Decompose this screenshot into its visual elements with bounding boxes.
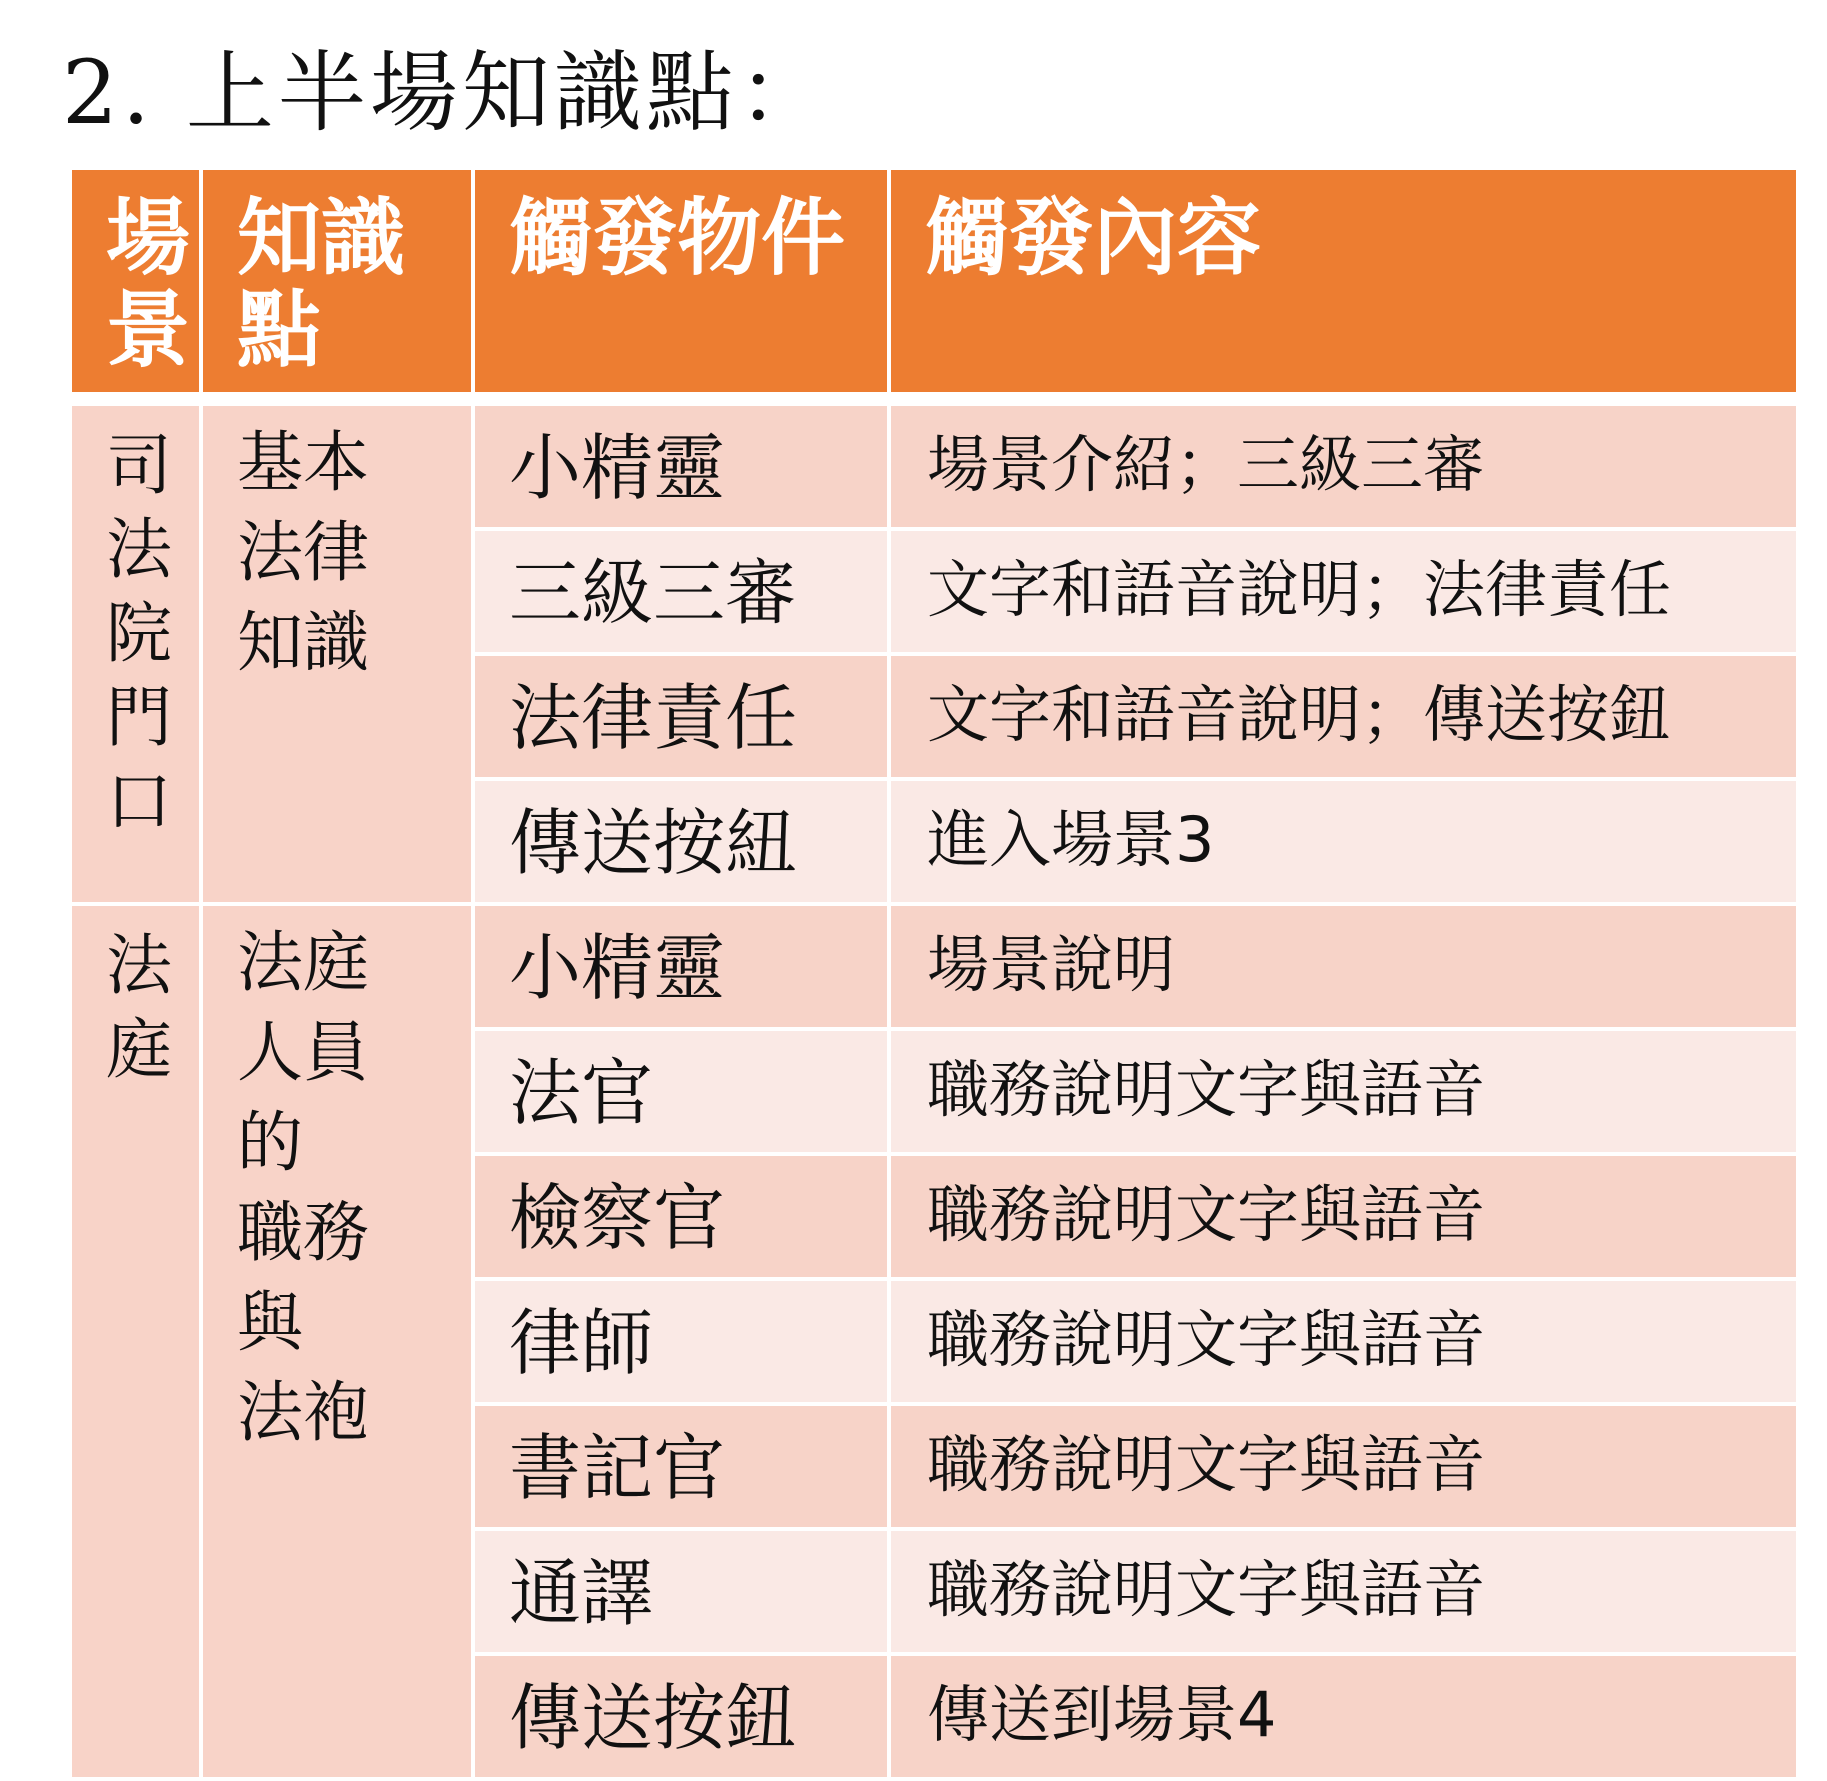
header-scene-line: 景 — [106, 281, 191, 379]
knowledge-cell: 法庭 人員 的 職務 與 法袍 — [203, 906, 471, 1777]
trigger-object-cell: 法官 — [475, 1031, 887, 1152]
trigger-object-cell: 書記官 — [475, 1406, 887, 1527]
header-scene-line: 場 — [106, 189, 191, 287]
trigger-object-cell: 傳送按紐 — [475, 781, 887, 902]
trigger-content-cell: 職務說明文字與語音 — [891, 1531, 1796, 1652]
header-knowledge-line: 點 — [237, 281, 322, 379]
header-knowledge-line: 知識 — [237, 189, 406, 287]
trigger-content-cell: 職務說明文字與語音 — [891, 1031, 1796, 1152]
table-row — [72, 906, 1796, 1027]
trigger-content-cell: 職務說明文字與語音 — [891, 1156, 1796, 1277]
table-row — [72, 406, 1796, 527]
knowledge-cell: 基本 法律 知識 — [203, 406, 471, 902]
trigger-object-cell: 律師 — [475, 1281, 887, 1402]
scene-cell: 法 庭 — [72, 906, 199, 1777]
trigger-content-cell: 場景說明 — [891, 906, 1796, 1027]
trigger-object-cell: 法律責任 — [475, 656, 887, 777]
header-trigger-object: 觸發物件 — [475, 170, 887, 392]
trigger-content-cell: 文字和語音說明；傳送按鈕 — [891, 656, 1796, 777]
header-scene — [72, 170, 199, 392]
header-trigger-content: 觸發內容 — [891, 170, 1796, 392]
trigger-content-cell: 進入場景3 — [891, 781, 1796, 902]
trigger-object-cell: 三級三審 — [475, 531, 887, 652]
trigger-object-cell: 通譯 — [475, 1531, 887, 1652]
trigger-content-cell: 傳送到場景4 — [891, 1656, 1796, 1777]
knowledge-table — [72, 170, 1796, 1777]
trigger-object-cell: 傳送按鈕 — [475, 1656, 887, 1777]
trigger-object-cell: 小精靈 — [475, 906, 887, 1027]
header-gap — [72, 396, 1796, 402]
scene-cell: 司 法 院 門 口 — [72, 406, 199, 902]
trigger-object-cell: 小精靈 — [475, 406, 887, 527]
trigger-content-cell: 場景介紹；三級三審 — [891, 406, 1796, 527]
trigger-object-cell: 檢察官 — [475, 1156, 887, 1277]
table-header-row — [72, 170, 1796, 392]
trigger-content-cell: 文字和語音說明；法律責任 — [891, 531, 1796, 652]
trigger-content-cell: 職務說明文字與語音 — [891, 1281, 1796, 1402]
trigger-content-cell: 職務說明文字與語音 — [891, 1406, 1796, 1527]
header-knowledge — [203, 170, 471, 392]
page-title: 2. 上半場知識點： — [62, 41, 830, 144]
